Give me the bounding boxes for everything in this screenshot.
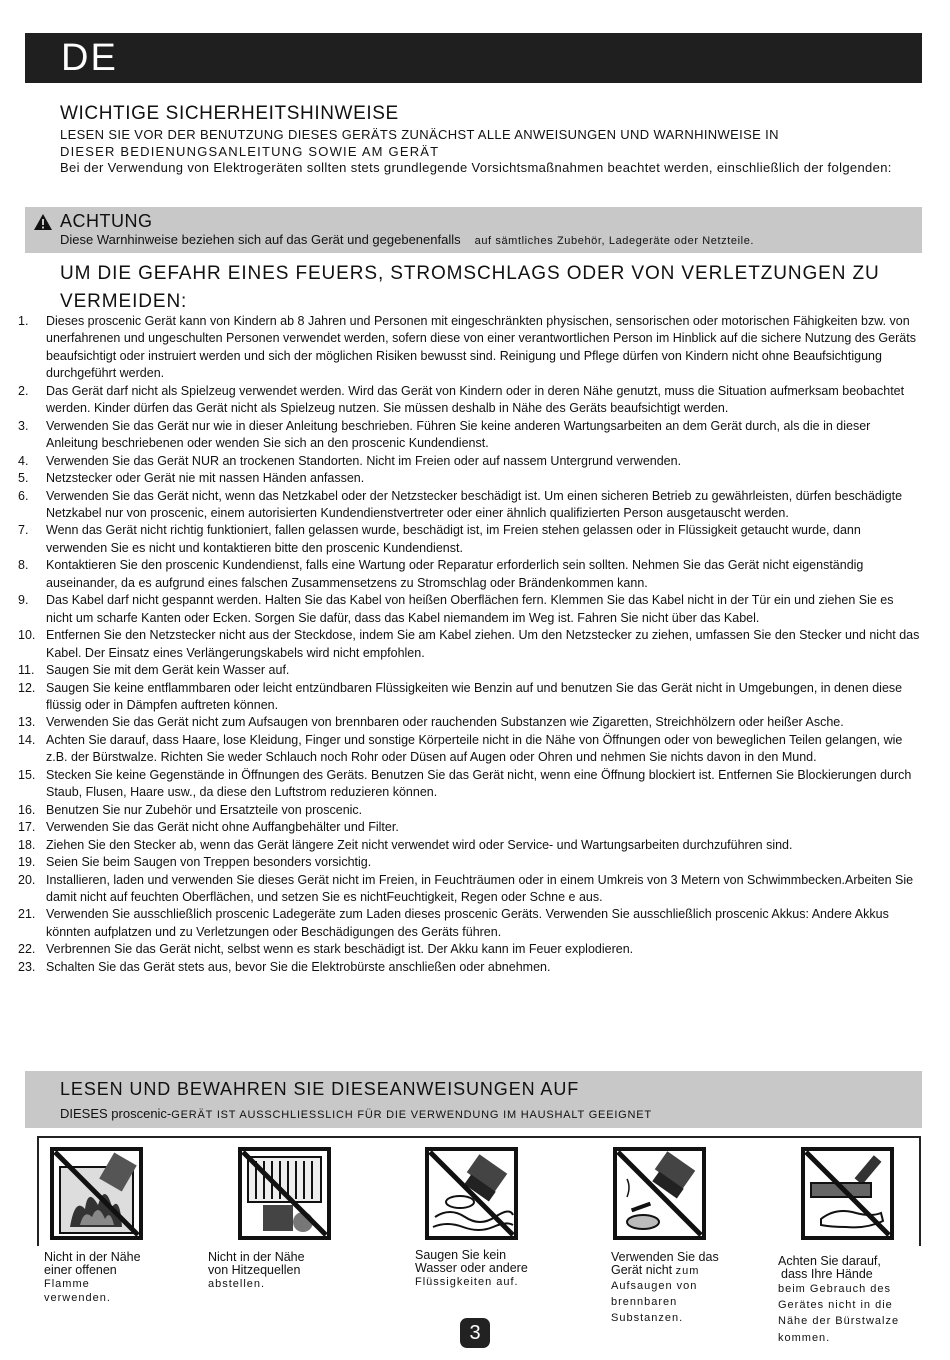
- caption-line: Substanzen.: [611, 1312, 684, 1324]
- safety-rule-item: [18, 488, 923, 523]
- caption-no-burning-substances: [611, 1251, 719, 1326]
- caption-line: einer offenen: [44, 1263, 117, 1277]
- safety-rule-item: [18, 470, 923, 487]
- rule-text: Verwenden Sie ausschließlich proscenic Ladegeräte zum Laden dieses proscenic Geräts. Verwenden Sie ausschließlich proscenic Akkus: Andere Akkus könnten aufplatzen und zu Verletzungen oder Beschädigungen des Geräts führen.: [46, 907, 889, 939]
- rule-number: 1.: [18, 314, 29, 328]
- intro-line: LESEN SIE VOR DER BENUTZUNG DIESES GERÄTS ZUNÄCHST ALLE ANWEISUNGEN UND WARNHINWEISE IN: [60, 127, 779, 142]
- safety-rule-item: [18, 592, 923, 627]
- safety-rule-item: [18, 557, 923, 592]
- hazard-heading: UM DIE GEFAHR EINES FEUERS, STROMSCHLAGS ODER VON VERLETZUNGEN ZU VERMEIDEN:: [60, 263, 880, 312]
- rule-text: Verwenden Sie das Gerät nicht, wenn das Netzkabel oder der Netzstecker beschädigt ist. Um einen sicheren Betrieb zu gewährleisten, dürfen beschädigte Netzkabel nur von proscenic, einem autorisierten Kundendienstvertreter oder einer ähnlich qualifizierten Person ausgetauscht werden.: [46, 488, 903, 520]
- caption-line-part: Gerät nicht: [611, 1263, 673, 1277]
- safety-rule-item: [18, 714, 923, 731]
- caption-no-water: [415, 1249, 528, 1289]
- rule-text: Saugen Sie mit dem Gerät kein Wasser auf.: [46, 663, 290, 678]
- safety-intro: [60, 127, 910, 177]
- rule-number: 23.: [18, 959, 36, 974]
- rule-text: Verbrennen Sie das Gerät nicht, selbst wenn es stark beschädigt ist. Der Akku kann im Feuer explodieren.: [46, 942, 634, 957]
- safety-rule-item: [18, 732, 923, 767]
- safety-rule-item: [18, 872, 923, 907]
- rule-text: Saugen Sie keine entflammbaren oder leicht entzündbaren Flüssigkeiten wie Benzin auf und benutzen Sie das Gerät nicht in Umgebungen, in denen diese flüssig oder in Dämpfen auftreten können.: [46, 680, 903, 712]
- rule-number: 4.: [18, 453, 29, 468]
- rule-number: 20.: [18, 872, 36, 887]
- rule-text: Netzstecker oder Gerät nie mit nassen Händen anfassen.: [46, 471, 365, 486]
- caption-line: Flüssigkeiten auf.: [415, 1276, 519, 1288]
- rule-number: 9.: [18, 593, 29, 608]
- safety-title: WICHTIGE SICHERHEITSHINWEISE: [60, 103, 399, 124]
- safety-rule-item: [18, 819, 923, 836]
- rule-number: 8.: [18, 558, 29, 573]
- caption-line: Achten Sie darauf,: [778, 1254, 881, 1268]
- safety-rule-item: [18, 837, 923, 854]
- caption-no-heat-source: [208, 1251, 305, 1291]
- caption-line: Flamme: [44, 1278, 90, 1290]
- caption-line: Wasser oder andere: [415, 1261, 528, 1275]
- caution-title: ACHTUNG: [60, 211, 153, 231]
- no-heat-source-icon: [238, 1147, 331, 1240]
- caption-line: verwenden.: [44, 1292, 111, 1304]
- safety-rule-item: [18, 383, 923, 418]
- rule-text: Verwenden Sie das Gerät nicht ohne Auffangbehälter und Filter.: [46, 820, 399, 835]
- rule-text: Verwenden Sie das Gerät nur wie in dieser Anleitung beschrieben. Führen Sie keine anderen Wartungsarbeiten an dem Gerät durch, als die in dieser Anleitung beschriebenen oder wenden Sie sich an den proscenic Kundendienst.: [46, 418, 871, 451]
- caption-line: [611, 1264, 719, 1278]
- caption-line-part: zum: [675, 1265, 700, 1277]
- rule-number: 10.: [18, 628, 36, 643]
- caution-text-small: auf sämtliches Zubehör, Ladegeräte oder Netzteile.: [474, 235, 755, 247]
- rule-text: Benutzen Sie nur Zubehör und Ersatzteile von proscenic.: [46, 802, 363, 817]
- rule-number: 2.: [18, 383, 29, 398]
- safety-rule-item: [18, 854, 923, 871]
- safety-rule-item: [18, 522, 923, 557]
- caption-line: von Hitzequellen: [208, 1263, 301, 1277]
- safety-rule-item: [18, 959, 923, 976]
- safety-rules-list: [18, 313, 923, 976]
- caution-box: [25, 207, 922, 253]
- language-code: DE: [61, 37, 118, 79]
- caption-line: Verwenden Sie das: [611, 1250, 719, 1264]
- caption-line: abstellen.: [208, 1278, 266, 1290]
- rule-text: Seien Sie beim Saugen von Treppen besonders vorsichtig.: [46, 855, 372, 870]
- language-header-bar: [25, 33, 922, 83]
- safety-rule-item: [18, 418, 923, 453]
- rule-text: Installieren, laden und verwenden Sie dieses Gerät nicht im Freien, in Feuchträumen oder in einem Umkreis von 3 Metern von Schwimmbecken.Arbeiten Sie damit nicht auf feuchten Oberflächen, und setzen Sie es nichtFeuchtigkeit, Regen oder Schne e aus.: [46, 872, 914, 904]
- rule-number: 13.: [18, 715, 36, 730]
- caption-line: Aufsaugen von: [611, 1280, 698, 1292]
- rule-number: 18.: [18, 837, 36, 852]
- rule-text: Wenn das Gerät nicht richtig funktioniert, fallen gelassen wurde, beschädigt ist, im Freien stehen gelassen oder in Flüssigkeit getaucht wurde, dann verwenden Sie es nicht und kontaktieren bitte den proscenic Kundendienst.: [46, 523, 861, 555]
- rule-text: Verwenden Sie das Gerät NUR an trockenen Standorten. Nicht im Freien oder auf nassem Untergrund verwenden.: [46, 453, 682, 468]
- rule-number: 21.: [18, 907, 36, 922]
- page-number: 3: [460, 1318, 490, 1348]
- rule-number: 3.: [18, 418, 29, 433]
- rule-text: Ziehen Sie den Stecker ab, wenn das Gerät längere Zeit nicht verwendet wird oder Service- und Wartungsarbeiten durchzuführen sind.: [46, 837, 793, 852]
- rule-number: 12.: [18, 680, 36, 695]
- caption-line: brennbaren: [611, 1296, 678, 1308]
- safety-rule-item: [18, 767, 923, 802]
- rule-text: Entfernen Sie den Netzstecker nicht aus der Steckdose, indem Sie am Kabel ziehen. Um den Netzstecker zu ziehen, umfassen Sie den Stecker und nicht das Kabel. Der Einsatz eines Verlängerungskabels wird nicht empfohlen.: [46, 628, 920, 660]
- warning-triangle-icon: [33, 213, 53, 231]
- safety-rule-item: [18, 802, 923, 819]
- safety-rule-item: [18, 941, 923, 958]
- caution-text: [60, 232, 754, 247]
- rule-text: Schalten Sie das Gerät stets aus, bevor Sie die Elektrobürste anschließen oder abnehmen.: [46, 959, 551, 974]
- rule-number: 16.: [18, 802, 36, 817]
- caption-no-open-flame: [44, 1251, 141, 1305]
- caution-text-main: Diese Warnhinweise beziehen sich auf das Gerät und gegebenenfalls: [60, 232, 461, 247]
- safety-rule-item: [18, 627, 923, 662]
- household-use-prefix: DIESES proscenic-: [60, 1106, 172, 1121]
- intro-line: DIESER BEDIENUNGSANLEITUNG SOWIE AM GERÄT: [60, 143, 440, 159]
- caption-line: Nähe der Bürstwalze: [778, 1315, 900, 1327]
- rule-text: Das Gerät darf nicht als Spielzeug verwendet werden. Wird das Gerät von Kindern oder in deren Nähe genutzt, muss die Situation aufmerksam beobachtet werden. Kinder dürfen das Gerät nicht als Spielzeug nutzen. Sie müssen deshalb in Nähe des Geräts beaufsichtigt werden.: [46, 383, 905, 416]
- household-use-text: GERÄT IST AUSSCHLIESSLICH FÜR DIE VERWENDUNG IM HAUSHALT GEEIGNET: [171, 1109, 652, 1121]
- no-burning-substances-icon: [613, 1147, 706, 1240]
- no-water-icon: [425, 1147, 518, 1240]
- no-open-flame-icon: [50, 1147, 143, 1240]
- safety-rule-item: [18, 906, 923, 941]
- safety-rule-item: [18, 313, 923, 383]
- caption-line: beim Gebrauch des: [778, 1283, 891, 1295]
- rule-text: Achten Sie darauf, dass Haare, lose Kleidung, Finger und sonstige Körperteile nicht in die Nähe von Öffnungen oder von beweglichen Teilen gelangen, wie z.B. der Bürstwalze. Richten Sie weder Schlauch noch Rohr oder Düsen auf Augen oder Ohren und nehmen Sie nichts davon in den Mund.: [46, 732, 903, 765]
- caption-line: Nicht in der Nähe: [44, 1250, 141, 1264]
- caption-line: dass Ihre Hände: [781, 1267, 873, 1281]
- rule-text: Kontaktieren Sie den proscenic Kundendienst, falls eine Wartung oder Reparatur erforderlich sein sollten. Nehmen Sie das Gerät nicht eigenständig auseinander, da es aufgrund eines falschen Zusammensetzens zu Stromschlag oder Brändenkommen kann.: [46, 558, 864, 590]
- rule-number: 7.: [18, 523, 29, 538]
- safety-rule-item: [18, 662, 923, 679]
- caption-line: Nicht in der Nähe: [208, 1250, 305, 1264]
- rule-number: 19.: [18, 855, 36, 870]
- intro-line: Bei der Verwendung von Elektrogeräten sollten stets grundlegende Vorsichtsmaßnahmen beachtet werden, einschließlich der folgenden:: [60, 160, 892, 175]
- safety-rule-item: [18, 453, 923, 470]
- caption-line: Gerätes nicht in die: [778, 1299, 893, 1311]
- rule-text: Verwenden Sie das Gerät nicht zum Aufsaugen von brennbaren oder rauchenden Substanzen wie Zigaretten, Streichhölzern oder heißer Asche.: [46, 715, 844, 730]
- rule-number: 11.: [18, 663, 35, 678]
- keep-instructions-box: [25, 1071, 922, 1128]
- rule-number: 14.: [18, 732, 36, 747]
- caption-line: kommen.: [778, 1332, 831, 1344]
- caption-line: Saugen Sie kein: [415, 1248, 507, 1262]
- rule-number: 17.: [18, 820, 36, 835]
- household-use-note: [60, 1106, 652, 1121]
- keep-hands-away-icon: [801, 1147, 894, 1240]
- rule-number: 5.: [18, 471, 29, 486]
- rule-text: Stecken Sie keine Gegenstände in Öffnungen des Geräts. Benutzen Sie das Gerät nicht, wenn eine Öffnung blockiert ist. Entfernen Sie Blockierungen durch Staub, Flusen, Haare usw., da diese den Luftstrom reduzieren können.: [46, 767, 912, 800]
- caption-keep-hands-away: [778, 1255, 899, 1347]
- keep-instructions-title: LESEN UND BEWAHREN SIE DIESEANWEISUNGEN AUF: [60, 1079, 580, 1099]
- rule-number: 6.: [18, 488, 29, 503]
- rule-text: Das Kabel darf nicht gespannt werden. Halten Sie das Kabel von heißen Oberflächen fern. Klemmen Sie das Kabel nicht in der Tür ein und ziehen Sie es nicht um scharfe Kanten oder Ecken. Sorgen Sie dafür, dass das Kabel niemandem im Weg ist. Fahren Sie nicht über das Kabel.: [46, 593, 894, 625]
- safety-rule-item: [18, 680, 923, 715]
- rule-number: 22.: [18, 942, 36, 957]
- rule-number: 15.: [18, 767, 36, 782]
- rule-text: Dieses proscenic Gerät kann von Kindern ab 8 Jahren und Personen mit eingeschränkten physischen, sensorischen oder motorischen Fähigkeiten bzw. von unerfahrenen und ungeschulten Personen verwendet werden, sofern diese von einer verantwortlichen Person im Hinblick auf die sichere Nutzung des Geräts beaufsichtigt oder instruiert werden und sich der möglichen Risiken bewusst sind. Reinigung und Pflege dürfen von Kindern nicht ohne Beaufsichtigung durchgeführt werden.: [46, 314, 916, 381]
